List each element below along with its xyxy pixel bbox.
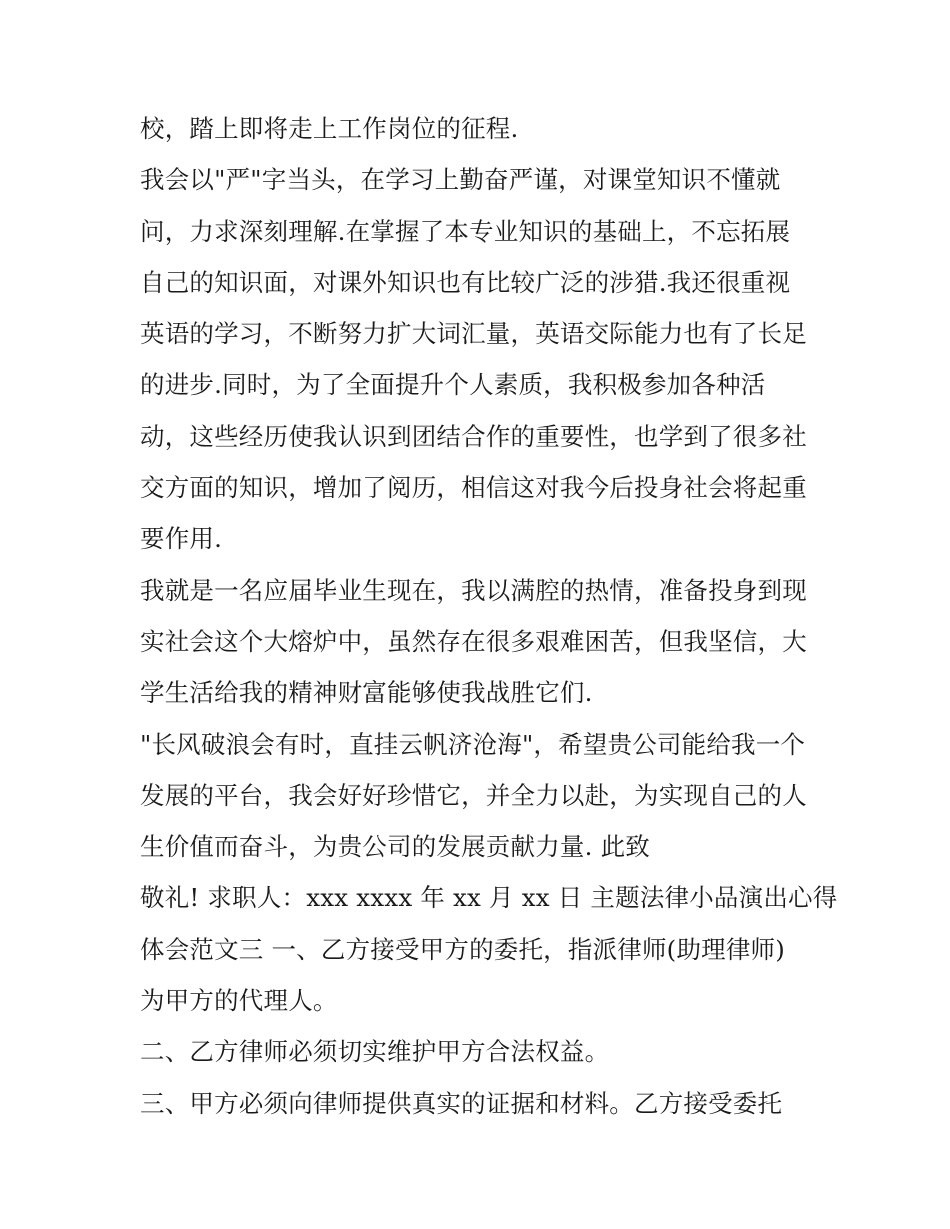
text-line: 为甲方的代理人。: [140, 986, 338, 1016]
document-body: [140, 108, 838, 1134]
text-line: 校，踏上即将走上工作岗位的征程.: [140, 114, 519, 143]
text-line: 体会范文三 一、乙方接受甲方的委托，指派律师(助理律师): [140, 934, 786, 964]
text-line: "长风破浪会有时，直挂云帆济沧海"，希望贵公司能给我一个: [140, 729, 806, 759]
text-line: 敬礼! 求职人：xxx xxxx 年 xx 月 xx 日 主题法律小品演出心得: [140, 883, 838, 913]
text-line: 我会以"严"字当头，在学习上勤奋严谨，对课堂知识不懂就: [140, 165, 781, 195]
text-line: 三、甲方必须向律师提供真实的证据和材料。乙方接受委托: [140, 1088, 783, 1118]
text-line: 我就是一名应届毕业生现在，我以满腔的热情，准备投身到现: [140, 575, 807, 605]
text-line: 动，这些经历使我认识到团结合作的重要性，也学到了很多社: [140, 421, 807, 451]
text-line: 问，力求深刻理解.在掌握了本专业知识的基础上，不忘拓展: [140, 216, 791, 246]
text-line: 生价值而奋斗，为贵公司的发展贡献力量. 此致: [140, 832, 650, 862]
text-line: 自己的知识面，对课外知识也有比较广泛的涉猎.我还很重视: [140, 267, 791, 297]
text-line: 发展的平台，我会好好珍惜它，并全力以赴，为实现自己的人: [140, 780, 807, 810]
text-line: 要作用.: [140, 524, 223, 554]
text-line: 实社会这个大熔炉中，虽然存在很多艰难困苦，但我坚信，大: [140, 626, 807, 656]
text-line: 二、乙方律师必须切实维护甲方合法权益。: [140, 1037, 610, 1067]
text-line: 交方面的知识，增加了阅历，相信这对我今后投身社会将起重: [140, 473, 807, 503]
text-line: 学生活给我的精神财富能够使我战胜它们.: [140, 678, 593, 708]
text-line: 的进步.同时，为了全面提升个人素质，我积极参加各种活: [140, 370, 766, 400]
text-line: 英语的学习，不断努力扩大词汇量，英语交际能力也有了长足: [140, 319, 807, 349]
